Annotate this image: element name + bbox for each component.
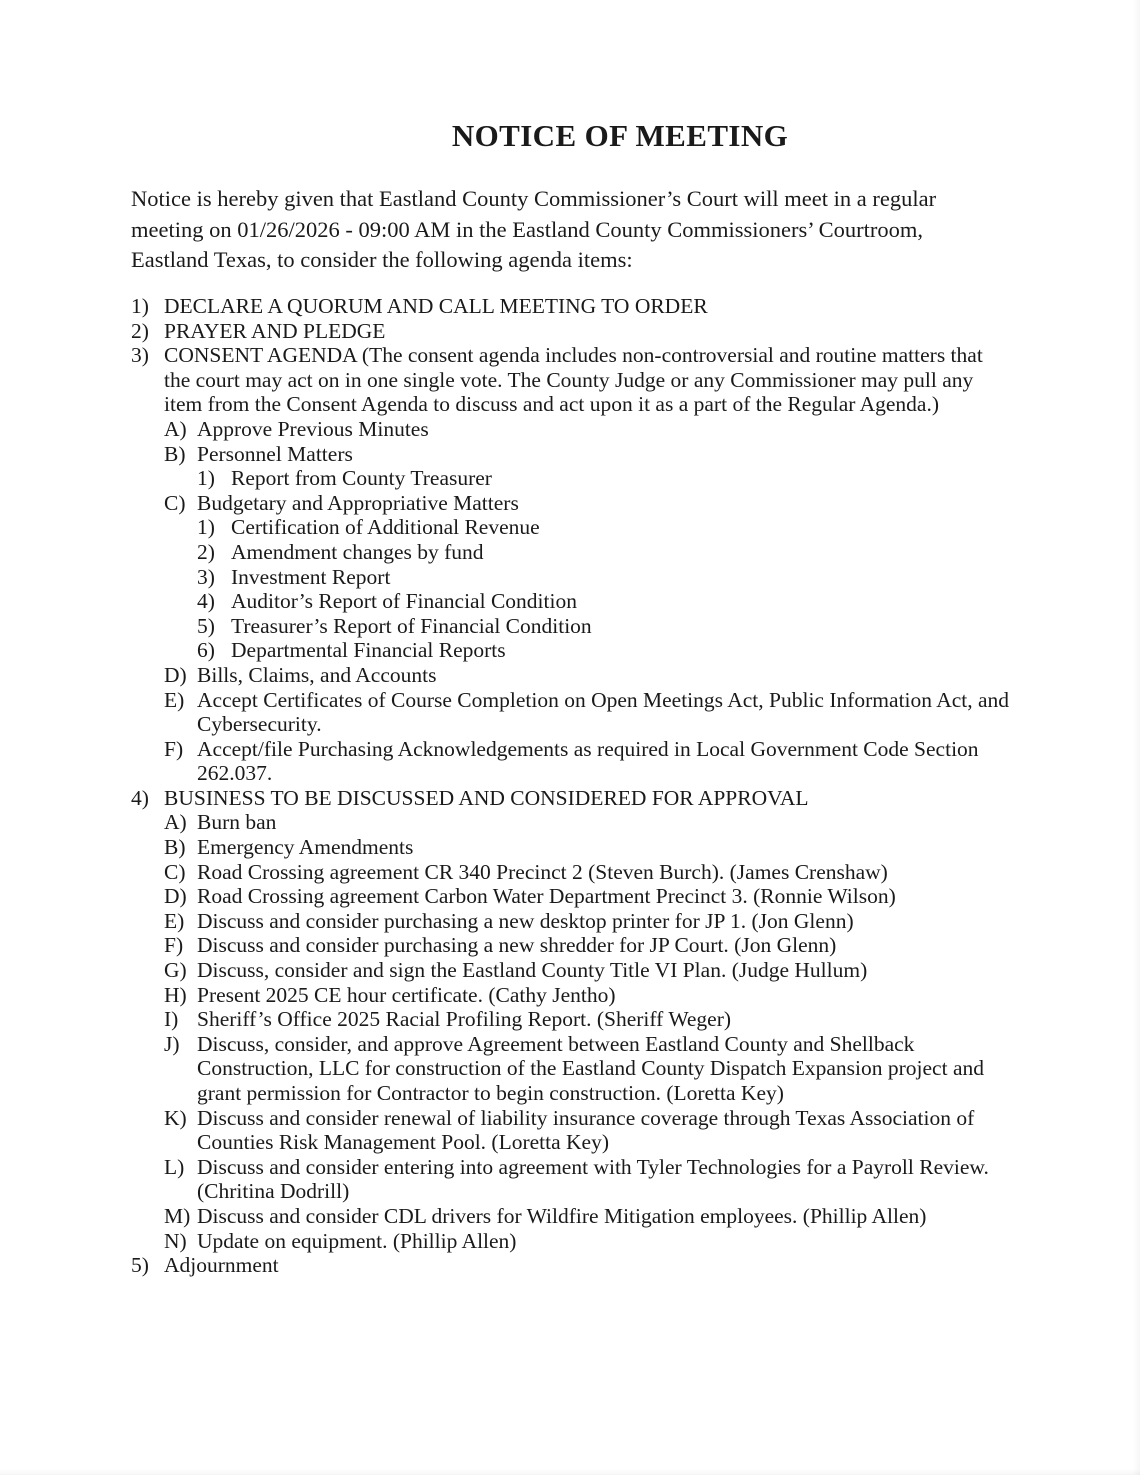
agenda-item bbox=[197, 565, 1011, 590]
agenda-item-marker: H) bbox=[164, 982, 187, 1007]
agenda-item-marker: 5) bbox=[197, 613, 215, 638]
agenda-item-text: Budgetary and Appropriative Matters bbox=[197, 490, 519, 515]
agenda-item-text: Personnel Matters bbox=[197, 441, 353, 466]
agenda-item-marker: D) bbox=[164, 884, 187, 909]
agenda-item bbox=[164, 983, 1011, 1008]
agenda-item-marker: 3) bbox=[197, 564, 215, 589]
agenda-item-text: Approve Previous Minutes bbox=[197, 416, 429, 441]
agenda-item-text: CONSENT AGENDA (The consent agenda includes non-controversial and routine matters that the court may act on in one single vote. The County Judge or any Commissioner may pull any item from the Consent Agenda to discuss and act upon it as a part of the Regular Agenda.) bbox=[164, 343, 983, 417]
agenda-item bbox=[197, 540, 1011, 565]
agenda-item-text: Auditor’s Report of Financial Condition bbox=[231, 589, 577, 614]
agenda-item-marker: 1) bbox=[197, 515, 215, 540]
agenda-item-text: Road Crossing agreement Carbon Water Department Precinct 3. (Ronnie Wilson) bbox=[197, 884, 896, 909]
agenda-item bbox=[131, 343, 1011, 417]
agenda-item bbox=[164, 1229, 1011, 1254]
page-title: NOTICE OF MEETING bbox=[451, 118, 789, 153]
agenda-item bbox=[131, 786, 1011, 811]
agenda-item-text: Discuss and consider CDL drivers for Wildfire Mitigation employees. (Phillip Allen) bbox=[197, 1203, 927, 1228]
agenda-item-text: Amendment changes by fund bbox=[231, 539, 484, 564]
agenda-item-marker: C) bbox=[164, 490, 186, 515]
agenda-item-text: PRAYER AND PLEDGE bbox=[164, 318, 386, 343]
agenda-item bbox=[164, 663, 1011, 688]
agenda-item bbox=[164, 909, 1011, 934]
agenda-item-text: Sheriff’s Office 2025 Racial Profiling Report. (Sheriff Weger) bbox=[197, 1007, 732, 1032]
agenda-item-marker: F) bbox=[164, 736, 184, 761]
agenda-item-marker: B) bbox=[164, 835, 186, 860]
agenda-item-text: DECLARE A QUORUM AND CALL MEETING TO ORDER bbox=[164, 294, 708, 318]
agenda-item-marker: 2) bbox=[197, 539, 215, 564]
agenda-item bbox=[131, 1253, 1011, 1278]
agenda-item-marker: G) bbox=[164, 958, 187, 983]
agenda-item-text: Treasurer’s Report of Financial Condition bbox=[231, 613, 592, 638]
agenda-item bbox=[164, 884, 1011, 909]
agenda-item-text: Departmental Financial Reports bbox=[231, 638, 506, 663]
agenda-list bbox=[131, 294, 1011, 1278]
notice-intro-paragraph: Notice is hereby given that Eastland County Commissioner’s Court will meet in a regular meeting on 01/26/2026 - 09:00 AM in the Eastland County Commissioners’ Courtroom, Eastland Texas, to consider the following agenda items: bbox=[131, 186, 937, 272]
agenda-item-marker: 4) bbox=[131, 785, 149, 810]
agenda-item bbox=[164, 933, 1011, 958]
agenda-item-marker: B) bbox=[164, 441, 186, 466]
agenda-item-marker: 6) bbox=[197, 638, 215, 663]
agenda-item-text: Emergency Amendments bbox=[197, 835, 414, 860]
agenda-item bbox=[131, 319, 1011, 344]
agenda-item bbox=[197, 589, 1011, 614]
agenda-item bbox=[164, 1032, 1011, 1106]
agenda-item bbox=[164, 1106, 1011, 1155]
agenda-item bbox=[164, 491, 1011, 516]
agenda-item bbox=[164, 1204, 1011, 1229]
agenda-item-text: Discuss and consider purchasing a new shredder for JP Court. (Jon Glenn) bbox=[197, 933, 837, 958]
agenda-item-marker: C) bbox=[164, 859, 186, 884]
agenda-item bbox=[164, 737, 1011, 786]
agenda-item-text: Road Crossing agreement CR 340 Precinct 2 (Steven Burch). (James Crenshaw) bbox=[197, 859, 888, 884]
agenda-item-marker: 1) bbox=[131, 294, 149, 318]
agenda-item bbox=[164, 835, 1011, 860]
agenda-item-text: Burn ban bbox=[197, 810, 277, 835]
agenda-item-marker: 4) bbox=[197, 589, 215, 614]
agenda-item-text: Discuss and consider entering into agreement with Tyler Technologies for a Payroll Review. (Chritina Dodrill) bbox=[197, 1154, 989, 1204]
agenda-item bbox=[164, 1155, 1011, 1204]
agenda-item bbox=[197, 466, 1011, 491]
agenda-item bbox=[197, 515, 1011, 540]
agenda-item-text: Accept/file Purchasing Acknowledgements as required in Local Government Code Section 262.037. bbox=[197, 736, 979, 786]
agenda-item-marker: E) bbox=[164, 687, 185, 712]
agenda-item-text: Report from County Treasurer bbox=[231, 466, 492, 491]
agenda-item-text: Certification of Additional Revenue bbox=[231, 515, 540, 540]
agenda-item-marker: D) bbox=[164, 662, 187, 687]
agenda-item-marker: K) bbox=[164, 1105, 187, 1130]
agenda-item-marker: 3) bbox=[131, 343, 149, 368]
agenda-item bbox=[164, 417, 1011, 442]
agenda-item-text: Bills, Claims, and Accounts bbox=[197, 662, 437, 687]
agenda-item-marker: 2) bbox=[131, 318, 149, 343]
agenda-item-text: Accept Certificates of Course Completion on Open Meetings Act, Public Information Act, and Cybersecurity. bbox=[197, 687, 1010, 737]
agenda-item bbox=[164, 1007, 1011, 1032]
agenda-item-text: Discuss and consider renewal of liability insurance coverage through Texas Association of Counties Risk Management Pool. (Loretta Key) bbox=[197, 1105, 975, 1155]
agenda-item-marker: J) bbox=[164, 1031, 180, 1056]
agenda-item bbox=[164, 442, 1011, 467]
agenda-item-text: Discuss, consider, and approve Agreement between Eastland County and Shellback Construction, LLC for construction of the Eastland County Dispatch Expansion project and grant permission for Contractor to begin construction. (Loretta Key) bbox=[197, 1031, 984, 1105]
agenda-item-marker: M) bbox=[164, 1203, 191, 1228]
agenda-item-text: BUSINESS TO BE DISCUSSED AND CONSIDERED FOR APPROVAL bbox=[164, 785, 809, 810]
agenda-item-marker: L) bbox=[164, 1154, 185, 1179]
agenda-item-text: Adjournment bbox=[164, 1253, 279, 1278]
agenda-item-marker: E) bbox=[164, 908, 185, 933]
agenda-item bbox=[164, 958, 1011, 983]
agenda-item bbox=[131, 294, 1011, 319]
agenda-item-marker: 5) bbox=[131, 1253, 149, 1278]
agenda-item bbox=[197, 638, 1011, 663]
agenda-item-marker: A) bbox=[164, 810, 187, 835]
agenda-item bbox=[197, 614, 1011, 639]
agenda-item-text: Update on equipment. (Phillip Allen) bbox=[197, 1228, 517, 1253]
agenda-item-text: Discuss, consider and sign the Eastland County Title VI Plan. (Judge Hullum) bbox=[197, 958, 868, 983]
agenda-item bbox=[164, 860, 1011, 885]
agenda-item-marker: F) bbox=[164, 933, 184, 958]
agenda-item-marker: A) bbox=[164, 416, 187, 441]
agenda-item bbox=[164, 688, 1011, 737]
agenda-item bbox=[164, 810, 1011, 835]
agenda-item-marker: 1) bbox=[197, 466, 215, 491]
agenda-item-text: Present 2025 CE hour certificate. (Cathy Jentho) bbox=[197, 982, 616, 1007]
agenda-item-text: Discuss and consider purchasing a new desktop printer for JP 1. (Jon Glenn) bbox=[197, 908, 854, 933]
agenda-item-marker: N) bbox=[164, 1228, 187, 1253]
agenda-item-text: Investment Report bbox=[231, 564, 391, 589]
agenda-item-marker: I) bbox=[164, 1007, 179, 1032]
